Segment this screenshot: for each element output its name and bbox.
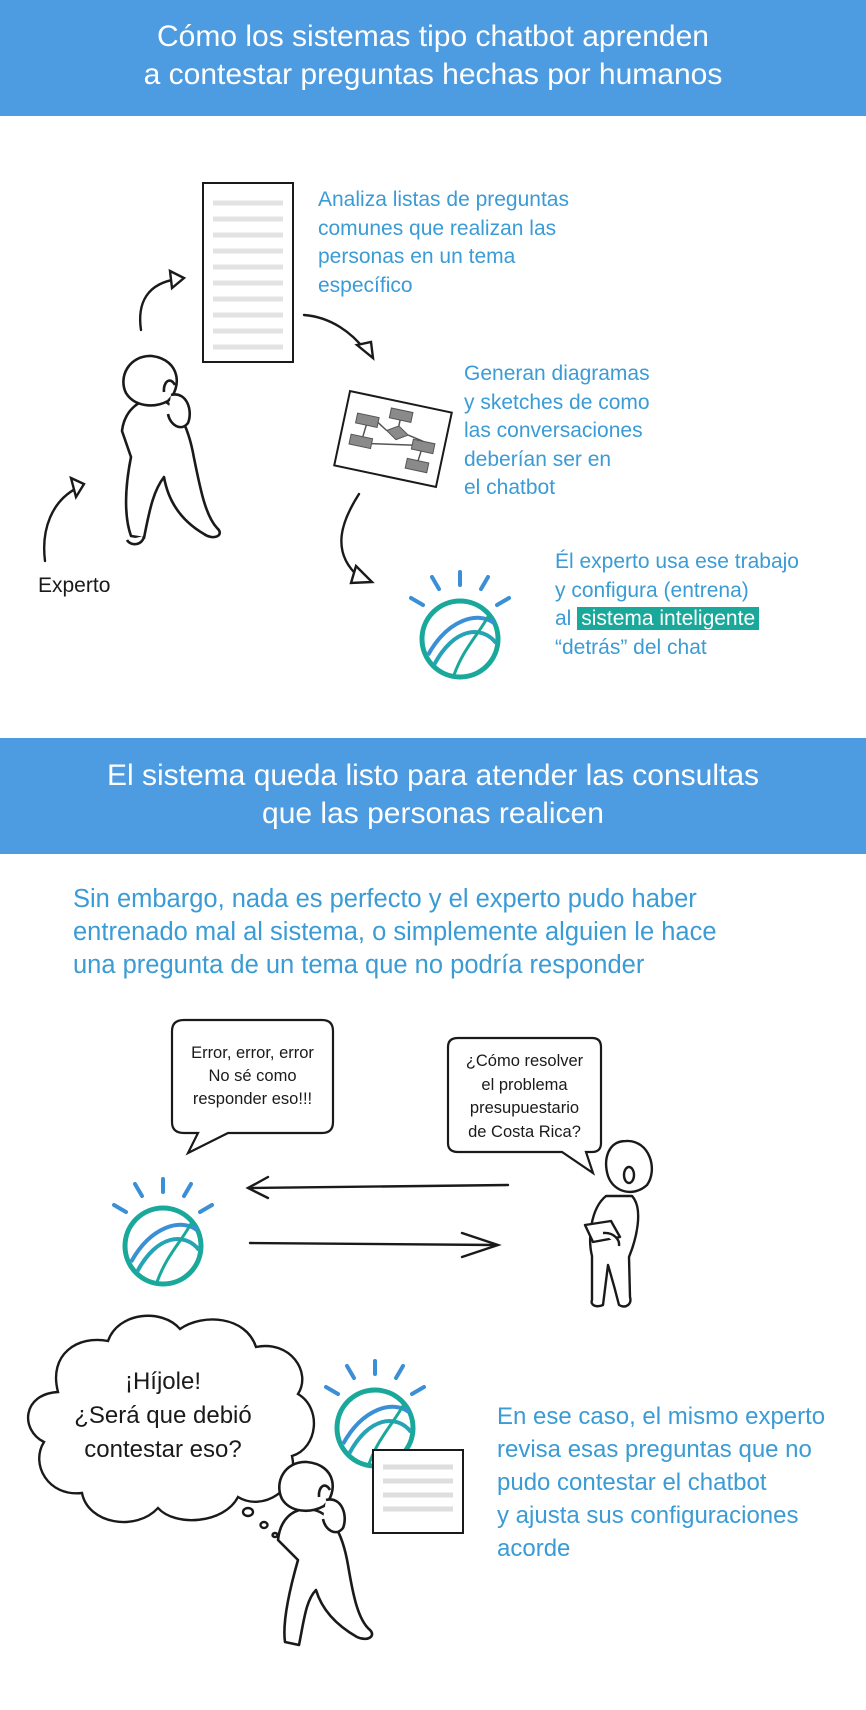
thought-cloud-text (38, 1365, 288, 1467)
step-3-line-2: y configura (entrena) (555, 578, 749, 602)
step-2-line-4: deberían ser en (464, 447, 612, 471)
reviewed-questions-document-icon (373, 1450, 463, 1533)
exchange-arrows (248, 1177, 508, 1257)
user-bubble-text (448, 1050, 601, 1144)
step-1-line-2: comunes que realizan las (318, 216, 557, 240)
step-3-line-1: Él experto usa ese trabajo (555, 550, 799, 573)
bot-bubble-text (172, 1042, 333, 1111)
step-3-prefix: al (555, 607, 572, 630)
step-3-line-4: “detrás” del chat (555, 635, 707, 659)
header-2-line-2: que las personas realicen (262, 797, 604, 830)
intro-line-1: Sin embargo, nada es perfecto y el experto pudo haber (73, 885, 697, 913)
step-2-line-5: el chatbot (464, 476, 556, 499)
step-1-text (318, 186, 569, 300)
step-2-line-2: y sketches de como (464, 390, 650, 414)
step-2-text (464, 360, 650, 503)
watson-globe-icon-middle (114, 1179, 212, 1284)
step-1-line-3: personas en un tema (318, 245, 516, 268)
user-bubble-line-1: ¿Cómo resolver (465, 1052, 584, 1070)
highlighted-term: sistema inteligente (577, 607, 759, 630)
conclusion-line-4: y ajusta sus configuraciones (497, 1502, 799, 1529)
thought-line-2: ¿Será que debió (74, 1402, 252, 1429)
step-3-text (555, 548, 799, 662)
step-2-line-3: las conversaciones (464, 419, 643, 442)
bot-bubble-line-2: No sé como (208, 1067, 297, 1085)
step-2-line-1: Generan diagramas (464, 362, 650, 385)
conclusion-line-3: pudo contestar el chatbot (497, 1469, 767, 1496)
header-1-line-1: Cómo los sistemas tipo chatbot aprenden (157, 20, 709, 53)
intro-line-3: una pregunta de un tema que no podría responder (73, 951, 645, 979)
bot-bubble-line-1: Error, error, error (191, 1044, 314, 1062)
thinking-expert-figure (278, 1462, 372, 1645)
watson-globe-icon-top (411, 572, 509, 677)
step-3-line-3 (555, 605, 799, 634)
conclusion-line-2: revisa esas preguntas que no (497, 1436, 812, 1463)
conclusion-line-1: En ese caso, el mismo experto (497, 1403, 826, 1430)
header-2-line-1: El sistema queda listo para atender las consultas (106, 759, 760, 792)
bot-bubble-line-3: responder eso!!! (192, 1090, 313, 1108)
expert-label: Experto (38, 574, 111, 597)
thought-line-3: contestar eso? (84, 1436, 242, 1463)
conclusion-line-5: acorde (497, 1535, 571, 1562)
user-figure (585, 1141, 652, 1306)
thought-line-1: ¡Híjole! (124, 1368, 202, 1395)
intro-text (73, 883, 717, 982)
user-bubble-line-4: de Costa Rica? (468, 1122, 581, 1141)
questions-document-icon (203, 183, 293, 362)
user-bubble-line-2: el problema (481, 1075, 568, 1094)
user-bubble-line-3: presupuestario (469, 1099, 580, 1117)
expert-figure (122, 356, 220, 544)
step-1-line-4: específico (318, 273, 413, 297)
diagram-sketch-icon (334, 391, 452, 487)
step-1-line-1: Analiza listas de preguntas (318, 188, 569, 211)
header-1-line-2: a contestar preguntas hechas por humanos (143, 58, 723, 91)
intro-line-2: entrenado mal al sistema, o simplemente alguien le hace (73, 918, 717, 946)
conclusion-text (497, 1400, 825, 1565)
